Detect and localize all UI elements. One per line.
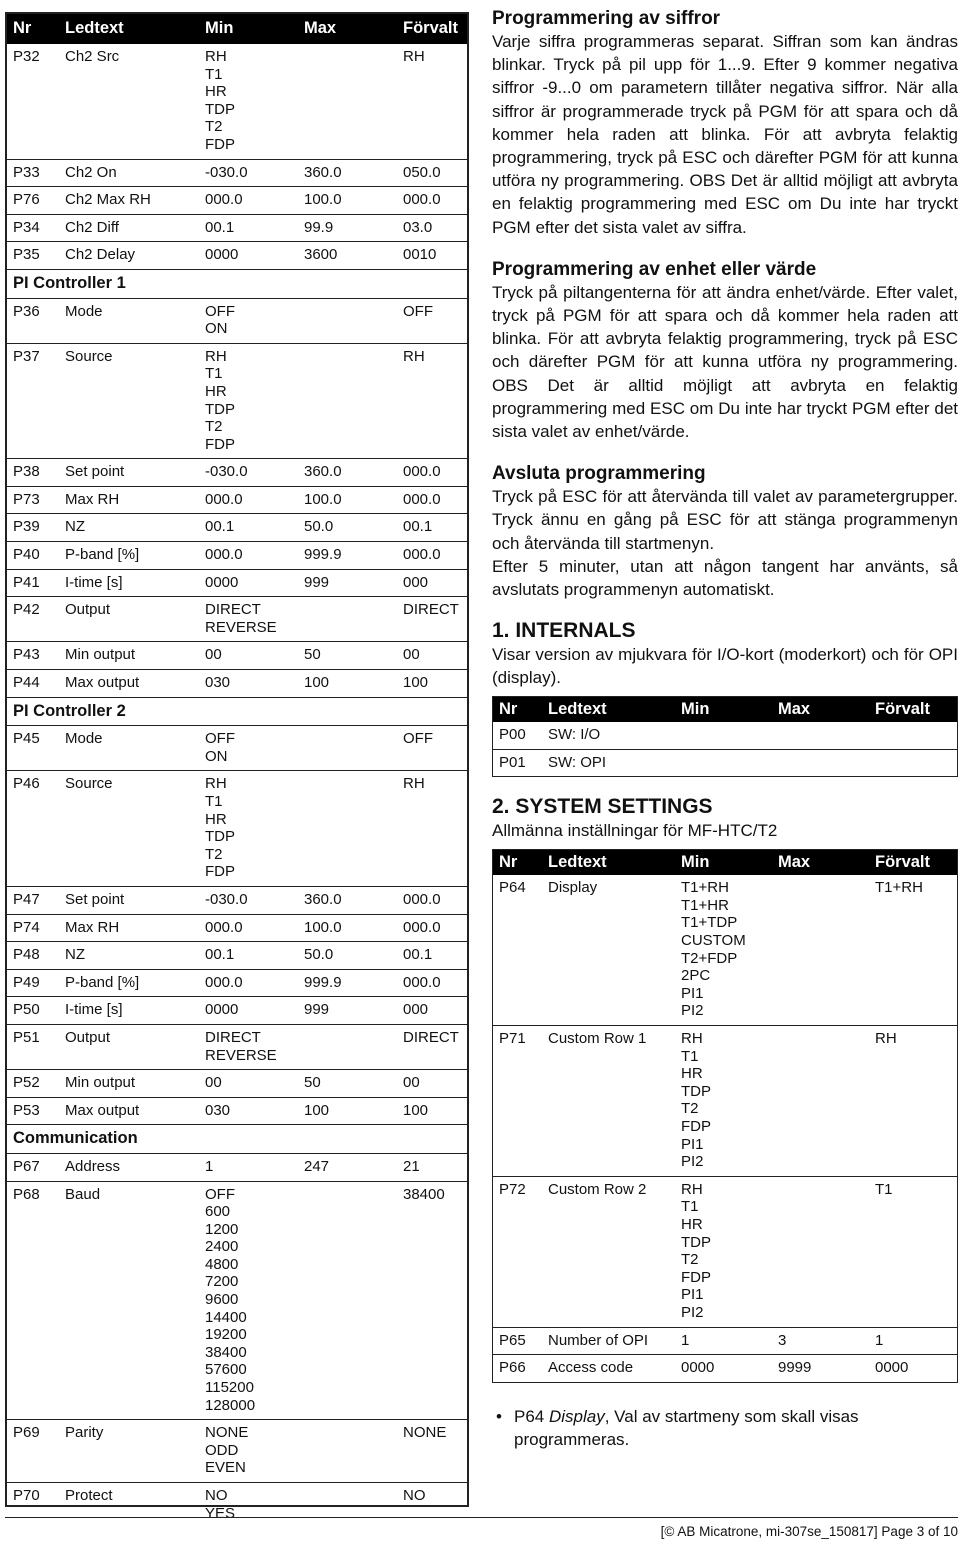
param-max: 100 — [304, 674, 330, 692]
param-label: Max output — [65, 674, 140, 692]
param-number: P51 — [13, 1028, 40, 1046]
param-min: 000.0 — [205, 191, 243, 209]
param-number: P44 — [13, 674, 40, 692]
bullet-emphasis: Display — [548, 1406, 605, 1426]
header-max: Max — [772, 696, 869, 722]
param-min: RH T1 HR TDP T2 FDP — [205, 775, 235, 881]
param-min: NONE ODD EVEN — [205, 1424, 249, 1477]
param-label: NZ — [65, 518, 85, 536]
param-default — [869, 722, 958, 749]
param-default: 21 — [403, 1157, 420, 1175]
header-min: Min — [675, 849, 772, 875]
param-number: P49 — [13, 973, 40, 991]
param-max: 50.0 — [304, 518, 334, 536]
param-label: Source — [65, 775, 113, 793]
param-default: 00 — [403, 1074, 420, 1092]
param-number: P42 — [13, 601, 40, 619]
param-max — [298, 1181, 397, 1420]
table-row — [493, 1355, 958, 1383]
param-min: 0000 — [205, 573, 239, 591]
param-default: 000.0 — [403, 546, 441, 564]
param-number: P68 — [13, 1185, 40, 1203]
param-default: T1 — [875, 1180, 893, 1198]
header-nr: Nr — [493, 849, 543, 875]
param-number: P00 — [499, 726, 526, 744]
param-default: 000 — [403, 1001, 429, 1019]
param-number: P72 — [499, 1180, 526, 1198]
table-row — [7, 771, 467, 887]
param-max — [298, 597, 397, 642]
header-ledtext: Ledtext — [59, 14, 199, 44]
table-row — [493, 1327, 958, 1355]
bullet-note-p64 — [492, 1405, 958, 1451]
table-row — [493, 1176, 958, 1327]
param-max: 999.9 — [304, 973, 342, 991]
section-title: PI Controller 2 — [13, 701, 126, 720]
param-number: P74 — [13, 918, 40, 936]
table-row — [7, 459, 467, 487]
param-number: P69 — [13, 1424, 40, 1442]
param-min: DIRECT REVERSE — [205, 601, 277, 636]
param-label: Baud — [65, 1185, 101, 1203]
param-min: NO YES — [205, 1487, 236, 1522]
param-label: Ch2 Src — [65, 48, 120, 65]
param-max: 100.0 — [304, 918, 342, 936]
param-min: 0000 — [205, 246, 239, 264]
param-label: Ch2 Delay — [65, 246, 136, 264]
param-label: Access code — [548, 1359, 634, 1377]
header-max: Max — [772, 849, 869, 875]
table-row — [7, 159, 467, 187]
table-row — [7, 942, 467, 970]
param-number: P71 — [499, 1030, 526, 1047]
param-default: RH — [403, 775, 425, 793]
param-min: OFF ON — [205, 302, 235, 338]
section-title-prog-siffror: Programmering av siffror — [492, 8, 721, 29]
table-row — [7, 1070, 467, 1098]
header-ledtext: Ledtext — [542, 849, 675, 875]
section-title-internals: 1. INTERNALS — [492, 619, 636, 643]
param-min: 030 — [205, 674, 231, 692]
param-max — [772, 722, 869, 749]
param-number: P50 — [13, 1001, 40, 1019]
param-min: 000.0 — [205, 490, 243, 508]
header-forvalt: Förvalt — [869, 696, 958, 722]
param-number: P40 — [13, 546, 40, 564]
table-row — [7, 187, 467, 215]
param-number: P35 — [13, 246, 40, 264]
table-row — [7, 670, 467, 698]
param-default: OFF — [403, 730, 433, 748]
param-number: P76 — [13, 191, 40, 209]
param-min: OFF 600 1200 2400 4800 7200 9600 14400 19200 38400 57600 115200 128000 — [205, 1185, 256, 1414]
param-max: 50 — [304, 646, 321, 664]
table-header-row — [493, 696, 958, 722]
header-nr: Nr — [7, 14, 59, 44]
header-forvalt: Förvalt — [397, 14, 467, 44]
avsluta-text-1: Tryck på ESC för att återvända till valet av parametergrupper. Tryck ännu en gång på ESC för att stänga programmenyn och återvända till startmenyn. — [492, 487, 958, 553]
param-number: P48 — [13, 946, 40, 964]
param-label: SW: OPI — [548, 753, 607, 771]
table-row — [7, 886, 467, 914]
table-header-row — [493, 849, 958, 875]
param-default: NONE — [403, 1424, 447, 1442]
section-header-row — [7, 269, 467, 298]
param-label: Custom Row 1 — [548, 1030, 647, 1047]
param-number: P34 — [13, 218, 40, 236]
table-row — [7, 343, 467, 459]
header-min: Min — [199, 14, 298, 44]
param-label: Custom Row 2 — [548, 1180, 647, 1198]
header-min: Min — [675, 696, 772, 722]
system-settings-text: Allmänna inställningar för MF-HTC/T2 — [492, 821, 778, 841]
param-min: RH T1 HR TDP T2 FDP — [205, 347, 235, 453]
param-number: P67 — [13, 1157, 40, 1175]
parameter-table-left — [5, 12, 469, 1522]
param-max: 3 — [778, 1331, 787, 1349]
param-number: P38 — [13, 463, 40, 481]
table-row — [493, 875, 958, 1025]
param-label: Output — [65, 601, 111, 619]
page-footer: [© AB Micatrone, mi-307se_150817] Page 3 of 10 — [5, 1517, 958, 1539]
table-row — [7, 569, 467, 597]
param-label: I-time [s] — [65, 1001, 123, 1019]
param-default: 0000 — [875, 1359, 909, 1377]
param-max — [772, 749, 869, 777]
param-default: NO — [403, 1487, 426, 1504]
param-default: 000.0 — [403, 191, 441, 209]
table-row — [7, 1024, 467, 1069]
right-column — [492, 8, 958, 1451]
param-label: SW: I/O — [548, 726, 601, 744]
param-default: 1 — [875, 1331, 884, 1349]
section-title-system-settings: 2. SYSTEM SETTINGS — [492, 795, 713, 819]
parameter-rows — [7, 44, 467, 1527]
prog-siffror-text: Varje siffra programmeras separat. Siffran som kan ändras blinkar. Tryck på pil upp för 1...9. Efter 9 kommer negativa siffror -9...0 om parametern tillåter negativa siffror. När alla siffror är programmerade tryck på PGM för att spara och då kommer hela raden att blinka. För att avbryta felaktig programmering, tryck på ESC och därefter PGM för att kunna utföra ny programmering. OBS Det är alltid möjligt att avbryta en felaktig programmering med ESC om Du inte har tryckt PGM efter det sista valet av siffra. — [492, 32, 958, 237]
param-max — [298, 1024, 397, 1069]
table-row — [7, 542, 467, 570]
param-default: 000 — [403, 573, 429, 591]
param-label: Display — [548, 879, 598, 897]
bullet-text: , Val av startmeny som skall visas programmeras. — [514, 1406, 859, 1449]
param-default: 100 — [403, 1101, 429, 1119]
table-row — [493, 722, 958, 749]
param-label: P-band [%] — [65, 546, 140, 564]
param-default: OFF — [403, 302, 433, 320]
param-label: P-band [%] — [65, 973, 140, 991]
param-default: 000.0 — [403, 490, 441, 508]
param-default: T1+RH — [875, 879, 923, 897]
table-row — [7, 726, 467, 771]
param-max: 999 — [304, 1001, 330, 1019]
param-max: 100.0 — [304, 191, 342, 209]
param-max: 360.0 — [304, 463, 342, 481]
param-min: 00.1 — [205, 218, 235, 236]
system-settings-rows — [493, 875, 958, 1382]
param-min: 1 — [205, 1157, 214, 1175]
param-label: Ch2 Diff — [65, 218, 119, 236]
param-number: P66 — [499, 1359, 526, 1377]
param-min — [675, 749, 772, 777]
param-default: 000.0 — [403, 463, 441, 481]
param-label: NZ — [65, 946, 85, 964]
param-max: 50 — [304, 1074, 321, 1092]
param-min: -030.0 — [205, 163, 248, 181]
system-settings-table — [492, 849, 958, 1383]
param-label: Ch2 Max RH — [65, 191, 151, 209]
param-default: 38400 — [403, 1185, 445, 1203]
param-number: P36 — [13, 302, 40, 320]
param-label: Max RH — [65, 918, 120, 936]
param-default: RH — [875, 1030, 897, 1047]
section-title-avsluta: Avsluta programmering — [492, 463, 706, 485]
param-number: P53 — [13, 1101, 40, 1119]
table-row — [7, 1097, 467, 1125]
param-min: 00.1 — [205, 518, 235, 536]
param-default: 0010 — [403, 246, 437, 264]
param-number: P32 — [13, 48, 40, 65]
section-title-prog-enhet: Programmering av enhet eller värde — [492, 258, 817, 280]
table-row — [7, 298, 467, 343]
param-default: DIRECT — [403, 601, 459, 619]
param-max: 100.0 — [304, 490, 342, 508]
param-max — [298, 726, 397, 771]
param-min: 00.1 — [205, 946, 235, 964]
table-row — [7, 486, 467, 514]
param-number: P46 — [13, 775, 40, 793]
param-number: P33 — [13, 163, 40, 181]
parameter-table — [7, 14, 467, 1527]
param-label: Max RH — [65, 490, 120, 508]
param-default: 000.0 — [403, 918, 441, 936]
param-default — [869, 749, 958, 777]
param-max — [298, 44, 397, 159]
param-min: DIRECT REVERSE — [205, 1028, 277, 1064]
param-default: 03.0 — [403, 218, 433, 236]
param-number: P52 — [13, 1074, 40, 1092]
param-min: 000.0 — [205, 546, 243, 564]
param-max: 9999 — [778, 1359, 812, 1377]
section-header-row — [7, 697, 467, 726]
table-row — [7, 969, 467, 997]
param-min: 00 — [205, 1074, 222, 1092]
param-default: 000.0 — [403, 973, 441, 991]
param-min: OFF ON — [205, 730, 235, 765]
avsluta-text-2: Efter 5 minuter, utan att någon tangent har använts, så avslutats programmenyn automatiskt. — [492, 556, 958, 600]
param-default: DIRECT — [403, 1028, 459, 1046]
param-max: 100 — [304, 1101, 330, 1119]
param-min: 030 — [205, 1101, 231, 1119]
param-number: P65 — [499, 1331, 526, 1349]
param-label: Ch2 On — [65, 163, 117, 181]
section-title: Communication — [13, 1129, 138, 1148]
header-forvalt: Förvalt — [869, 849, 958, 875]
table-row — [7, 597, 467, 642]
param-min — [675, 722, 772, 749]
param-min: T1+RH T1+HR T1+TDP CUSTOM T2+FDP 2PC PI1 PI2 — [681, 879, 746, 1020]
bullet-prefix: P64 — [514, 1406, 549, 1426]
param-min: 1 — [681, 1331, 690, 1349]
table-row — [7, 1420, 467, 1483]
param-label: Set point — [65, 463, 125, 481]
param-min: 00 — [205, 646, 222, 664]
param-min: RH T1 HR TDP T2 FDP PI1 PI2 — [681, 1030, 711, 1171]
param-max — [298, 1420, 397, 1483]
param-max — [772, 875, 869, 1025]
table-row — [7, 44, 467, 159]
param-label: Mode — [65, 730, 103, 748]
param-default: RH — [403, 48, 425, 65]
param-max — [298, 771, 397, 887]
param-number: P64 — [499, 879, 526, 897]
param-max: 50.0 — [304, 946, 334, 964]
internals-text: Visar version av mjukvara för I/O-kort (moderkort) och för OPI (display). — [492, 645, 958, 688]
param-max: 3600 — [304, 246, 338, 264]
param-max — [772, 1176, 869, 1327]
param-label: Set point — [65, 890, 125, 908]
prog-enhet-text: Tryck på piltangenterna för att ändra enhet/värde. Efter valet, tryck på PGM för att spara och då kommer hela raden att blinka. För att avbryta felaktig programmering, tryck på ESC och därefter PGM för att kunna utföra ny programmering. OBS Det är alltid möjligt att avbryta en felaktig programmering med ESC om Du inte har tryckt PGM efter det sista valet av enhet/värde. — [492, 282, 958, 442]
param-number: P39 — [13, 518, 40, 536]
param-max: 99.9 — [304, 218, 334, 236]
section-title: PI Controller 1 — [13, 273, 126, 292]
table-row — [7, 1181, 467, 1420]
param-number: P01 — [499, 753, 526, 771]
table-row — [7, 997, 467, 1025]
param-label: Min output — [65, 1074, 136, 1092]
table-row — [7, 514, 467, 542]
param-default: 00 — [403, 646, 420, 664]
param-max: 247 — [304, 1157, 330, 1175]
param-label: Address — [65, 1157, 121, 1175]
param-min: 0000 — [681, 1359, 715, 1377]
param-min: -030.0 — [205, 890, 248, 908]
header-ledtext: Ledtext — [542, 696, 675, 722]
bullet-icon: • — [496, 1406, 502, 1426]
param-label: Min output — [65, 646, 136, 664]
param-min: 000.0 — [205, 918, 243, 936]
param-label: I-time [s] — [65, 573, 123, 591]
param-min: RH T1 HR TDP T2 FDP PI1 PI2 — [681, 1180, 711, 1321]
table-row — [7, 214, 467, 242]
header-nr: Nr — [493, 696, 543, 722]
param-label: Parity — [65, 1424, 104, 1442]
param-default: 00.1 — [403, 518, 433, 536]
param-max — [298, 343, 397, 459]
param-label: Number of OPI — [548, 1331, 649, 1349]
table-row — [7, 1153, 467, 1181]
param-default: 00.1 — [403, 946, 433, 964]
param-number: P70 — [13, 1487, 40, 1504]
param-max — [772, 1026, 869, 1177]
param-min: -030.0 — [205, 463, 248, 481]
param-label: Mode — [65, 302, 103, 320]
param-min: RH T1 HR TDP T2 FDP — [205, 48, 235, 153]
param-label: Protect — [65, 1487, 113, 1504]
param-max — [298, 298, 397, 343]
param-number: P37 — [13, 347, 40, 365]
param-label: Max output — [65, 1101, 140, 1119]
param-number: P43 — [13, 646, 40, 664]
internals-table — [492, 696, 958, 778]
param-number: P73 — [13, 490, 40, 508]
param-max: 360.0 — [304, 163, 342, 181]
param-max: 999 — [304, 573, 330, 591]
header-max: Max — [298, 14, 397, 44]
param-number: P41 — [13, 573, 40, 591]
table-row — [7, 642, 467, 670]
param-number: P47 — [13, 890, 40, 908]
table-row — [7, 242, 467, 270]
section-header-row — [7, 1125, 467, 1154]
param-label: Output — [65, 1028, 111, 1046]
param-number: P45 — [13, 730, 40, 748]
table-row — [493, 749, 958, 777]
param-max: 999.9 — [304, 546, 342, 564]
param-default: 000.0 — [403, 890, 441, 908]
table-header-row — [7, 14, 467, 44]
table-row — [493, 1026, 958, 1177]
param-default: 100 — [403, 674, 429, 692]
param-label: Source — [65, 347, 113, 365]
param-default: 050.0 — [403, 163, 441, 181]
param-default: RH — [403, 347, 425, 365]
param-min: 0000 — [205, 1001, 239, 1019]
param-max: 360.0 — [304, 890, 342, 908]
param-min: 000.0 — [205, 973, 243, 991]
table-row — [7, 914, 467, 942]
internals-rows — [493, 722, 958, 777]
